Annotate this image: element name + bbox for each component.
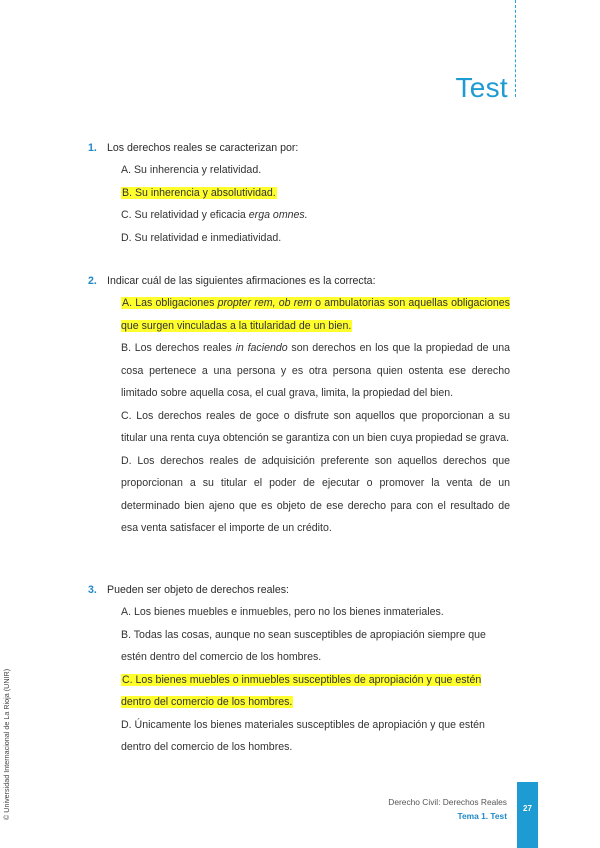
- option-d: D. Los derechos reales de adquisición preferente son aquellos derechos que proporcionan a su titular el poder de ejecutar o promover la venta de un determinado bien ajeno que es objeto de ese derecho para con el resultado de esa venta satisfacer el importe de un crédito.: [121, 454, 510, 534]
- page-title: Test: [455, 72, 508, 103]
- option-b-italic-term: in faciendo: [235, 342, 288, 354]
- footer-course-title: Derecho Civil: Derechos Reales: [388, 797, 507, 807]
- option-c: [121, 669, 510, 714]
- question-2: [88, 270, 510, 540]
- option-b: [121, 182, 510, 205]
- option-a-correct-highlight: [121, 297, 510, 332]
- question-text: Indicar cuál de las siguientes afirmaciones es la correcta:: [107, 275, 376, 287]
- option-a: A. Los bienes muebles e inmuebles, pero no los bienes inmateriales.: [121, 606, 444, 618]
- option-d: D. Únicamente los bienes materiales susceptibles de apropiación y que estén dentro del comercio de los hombres.: [121, 718, 485, 753]
- header-dashed-rule: [515, 0, 516, 97]
- question-header: [88, 270, 510, 292]
- option-a-text: A. Las obligaciones: [122, 297, 218, 309]
- page-number: 27: [523, 804, 532, 813]
- question-text: Pueden ser objeto de derechos reales:: [107, 584, 289, 596]
- option-d: D. Su relatividad e inmediatividad.: [121, 231, 282, 244]
- question-header: [88, 137, 510, 159]
- question-number: 1.: [88, 142, 97, 154]
- copyright-sidebar: © Universidad Internacional de La Rioja (UNIR): [2, 668, 11, 820]
- option-b: [121, 337, 510, 405]
- question-number: 3.: [88, 584, 97, 596]
- option-c-text: C. Su relatividad y eficacia: [121, 209, 249, 221]
- question-number: 2.: [88, 275, 97, 287]
- option-b-correct-highlight: B. Su inherencia y absolutividad.: [122, 186, 276, 199]
- question-text: Los derechos reales se caracterizan por:: [107, 142, 299, 154]
- option-c-correct-highlight: C. Los bienes muebles o inmuebles susceptibles de apropiación y que estén dentro del comercio de los hombres.: [121, 673, 482, 708]
- option-c-italic-term: erga omnes.: [248, 209, 308, 221]
- option-a: A. Su inherencia y relatividad.: [121, 164, 262, 176]
- option-b: B. Todas las cosas, aunque no sean susceptibles de apropiación siempre que estén dentro del comercio de los hombres.: [121, 628, 486, 663]
- question-3: [88, 579, 510, 759]
- question-1: [88, 137, 510, 249]
- option-c: C. Los derechos reales de goce o disfrute son aquellos que proporcionan a su titular una renta cuya obtención se garantiza con un bien cuya propiedad se grava.: [121, 409, 510, 444]
- option-a-text-rest: o ambulatorias son aquellas obligaciones que surgen vinculadas a la titularidad de un bien.: [121, 297, 510, 332]
- question-header: [88, 579, 510, 601]
- option-b-text: B. Los derechos reales: [121, 342, 236, 354]
- footer-topic: Tema 1. Test: [457, 811, 507, 821]
- page-number-tab: [517, 782, 538, 848]
- option-a: [121, 292, 510, 337]
- option-b-text-rest: son derechos en los que la propiedad de una cosa pertenece a una persona y es otra persona quien ostenta ese derecho limitado sobre aquella cosa, el cual grava, limita, la propiedad del bien.: [121, 342, 510, 399]
- option-a-italic-term: propter rem, ob rem: [217, 297, 312, 309]
- option-c: [121, 204, 510, 227]
